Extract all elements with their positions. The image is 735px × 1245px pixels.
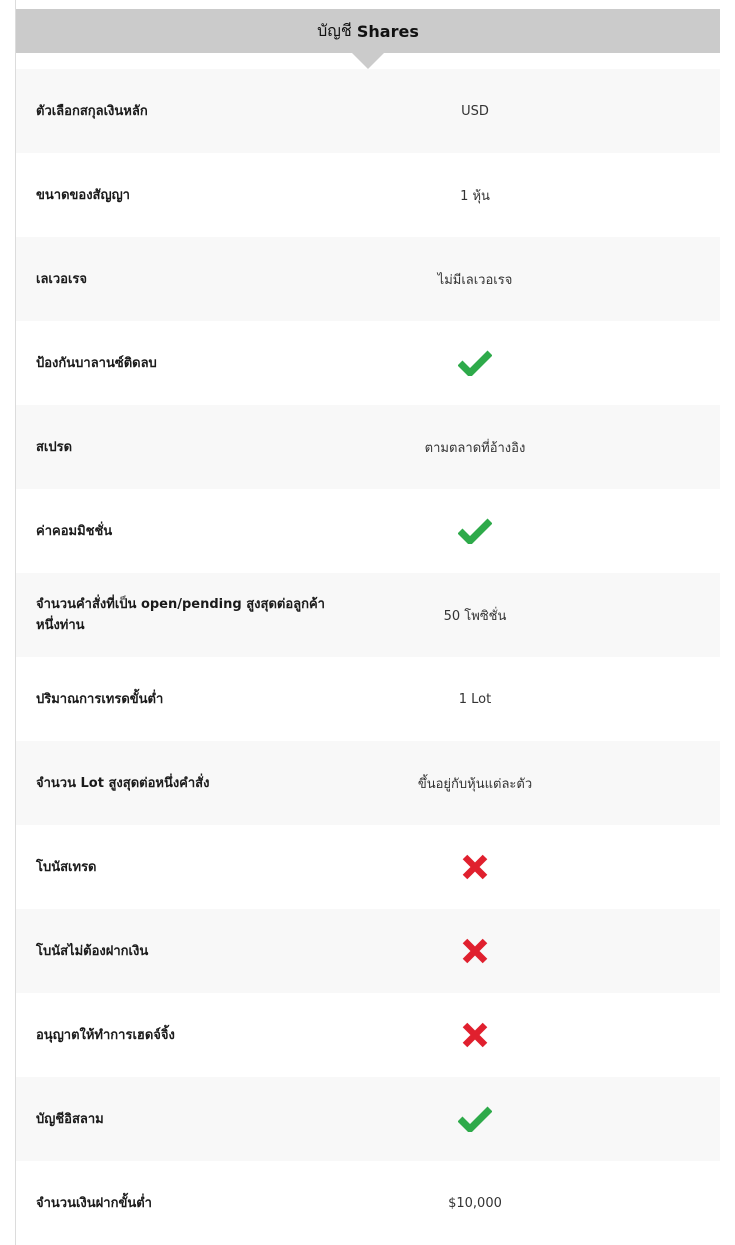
row-label: เลเวอเรจ bbox=[36, 271, 88, 287]
row-label: โบนัสเทรด bbox=[36, 859, 97, 875]
row-value: ตามตลาดที่อ้างอิง bbox=[424, 440, 526, 456]
check-icon bbox=[326, 518, 720, 544]
header-prefix: บัญชี bbox=[317, 20, 352, 40]
table-row bbox=[16, 321, 720, 405]
row-label: อนุญาตให้ทำการเฮดจ์จิ้ง bbox=[36, 1027, 175, 1043]
table-row bbox=[16, 657, 720, 741]
table-row bbox=[16, 993, 720, 1077]
row-label: ปริมาณการเทรดขั้นต่ำ bbox=[36, 691, 164, 707]
table-row bbox=[16, 1161, 720, 1245]
row-label: ตัวเลือกสกุลเงินหลัก bbox=[36, 103, 148, 119]
row-label: จำนวน Lot สูงสุดต่อหนึ่งคำสั่ง bbox=[36, 775, 210, 791]
row-label: บัญชีอิสลาม bbox=[36, 1111, 104, 1127]
row-value: USD bbox=[461, 103, 489, 119]
row-label: ป้องกันบาลานซ์ติดลบ bbox=[36, 355, 157, 371]
row-value: 50 โพซิชั่น bbox=[443, 608, 507, 624]
table-header bbox=[16, 9, 720, 53]
check-icon bbox=[326, 1106, 720, 1132]
table-row bbox=[16, 237, 720, 321]
table-row bbox=[16, 825, 720, 909]
row-label: ขนาดของสัญญา bbox=[36, 187, 130, 203]
cross-icon bbox=[326, 1022, 720, 1048]
row-label: จำนวนคำสั่งที่เป็น open/pending สูงสุดต่อลูกค้าหนึ่งท่าน bbox=[36, 597, 325, 633]
row-value: 1 Lot bbox=[458, 691, 492, 707]
table-row bbox=[16, 153, 720, 237]
row-label: สเปรด bbox=[36, 439, 73, 455]
row-label: จำนวนเงินฝากขั้นต่ำ bbox=[36, 1195, 152, 1211]
table-row bbox=[16, 573, 720, 657]
row-label: โบนัสไม่ต้องฝากเงิน bbox=[36, 943, 149, 959]
check-icon bbox=[326, 350, 720, 376]
row-label: ค่าคอมมิชชั่น bbox=[36, 523, 113, 539]
table-row bbox=[16, 1077, 720, 1161]
table-row bbox=[16, 69, 720, 153]
feature-table bbox=[16, 69, 720, 1245]
cross-icon bbox=[326, 854, 720, 880]
table-row bbox=[16, 741, 720, 825]
header-title: Shares bbox=[356, 21, 419, 41]
table-row bbox=[16, 405, 720, 489]
table-row bbox=[16, 909, 720, 993]
table-row bbox=[16, 489, 720, 573]
row-value: ขึ้นอยู่กับหุ้นแต่ละตัว bbox=[417, 776, 533, 792]
header-pointer bbox=[352, 53, 384, 69]
row-value: $10,000 bbox=[448, 1195, 502, 1211]
row-value: ไม่มีเลเวอเรจ bbox=[437, 272, 513, 288]
row-value: 1 หุ้น bbox=[460, 188, 490, 204]
cross-icon bbox=[326, 938, 720, 964]
